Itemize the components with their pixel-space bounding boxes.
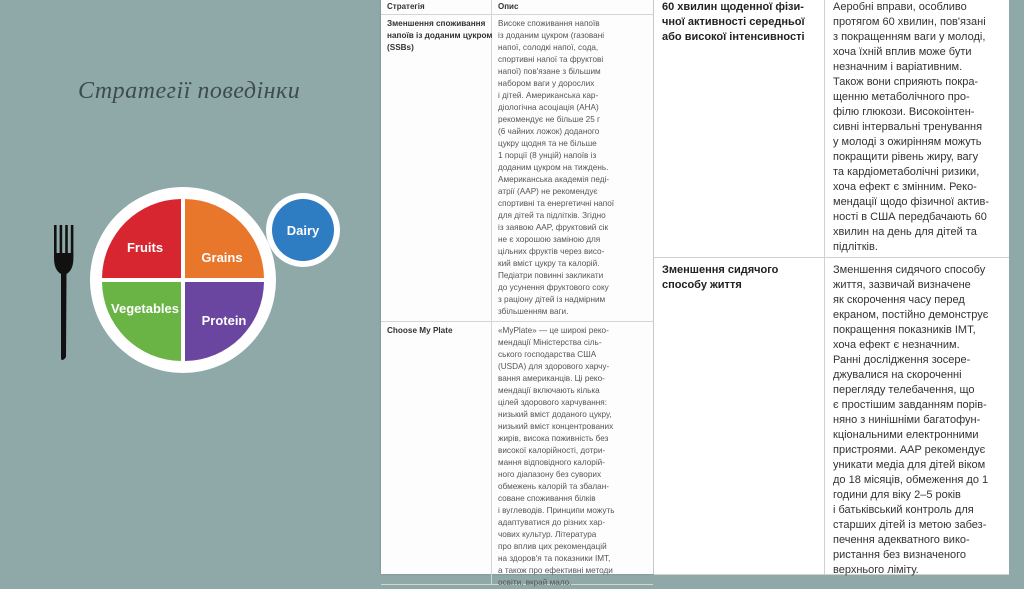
text-line: напоїв із доданим цукром bbox=[387, 31, 493, 40]
text-line: Зменшення сидячого bbox=[662, 264, 779, 276]
text-line: життя, зазвичай визначене bbox=[833, 279, 971, 291]
text-line: уникати медіа для дітей віком bbox=[833, 459, 986, 471]
text-line: кий вміст цукру та калорій. bbox=[498, 259, 600, 268]
text-line: обмежень калорій та збалан- bbox=[498, 482, 609, 491]
text-line: покращити рівень жиру, вагу bbox=[833, 151, 979, 163]
text-line: з раціону дітей із надмірним bbox=[498, 295, 606, 304]
header-strategy: Стратегія bbox=[381, 0, 492, 14]
text-line: і вуглеводів. Принципи можуть bbox=[498, 506, 615, 515]
description-cell bbox=[825, 0, 1009, 257]
table-row bbox=[654, 0, 1009, 258]
text-line: верхнього ліміту. bbox=[833, 564, 919, 576]
text-line: з покращенням ваги у молоді, bbox=[833, 31, 986, 43]
text-line: цільних фруктів через висо- bbox=[498, 247, 605, 256]
text-line: із доданим цукром (газовані bbox=[498, 31, 605, 40]
slide-title: Стратегії поведінки bbox=[78, 78, 301, 104]
text-line: печення адекватного вико- bbox=[833, 534, 970, 546]
text-line: старших дітей із метою забез- bbox=[833, 519, 987, 531]
text-line: діологічна асоціація (AHA) bbox=[498, 103, 599, 112]
text-line: джувалися на скороченні bbox=[833, 369, 962, 381]
text-line: соване споживання білків bbox=[498, 494, 596, 503]
text-line: високої калорійності, дотри- bbox=[498, 446, 606, 455]
text-line: (SSBs) bbox=[387, 43, 414, 52]
text-line: із заявою AAP, фруктовий сік bbox=[498, 223, 609, 232]
text-line: і дітей. Американська кар- bbox=[498, 91, 599, 100]
text-line: ристання без визначеного bbox=[833, 549, 967, 561]
strategy-cell bbox=[381, 15, 492, 321]
text-line: щенню метаболічного про- bbox=[833, 91, 970, 103]
fruits-label: Fruits bbox=[126, 240, 164, 255]
text-line: кціональними електронними bbox=[833, 429, 979, 441]
text-line: хоча їхній вплив може бути bbox=[833, 46, 972, 58]
text-line: години для віку 2–5 років bbox=[833, 489, 961, 501]
text-line: покращення показників ІМТ, bbox=[833, 324, 976, 336]
text-line: у молоді з ожирінням можуть bbox=[833, 136, 982, 148]
table-row bbox=[381, 322, 653, 585]
text-line: цілей здорового харчування: bbox=[498, 398, 607, 407]
grains-segment bbox=[185, 199, 264, 278]
text-line: низький вміст доданого цукру, bbox=[498, 410, 612, 419]
text-line: мендації щодо фізичної актив- bbox=[833, 196, 990, 208]
strategy-cell bbox=[654, 0, 825, 257]
text-line: набором ваги у дорослих bbox=[498, 79, 595, 88]
text-line: 1 порції (8 унцій) напоїв із bbox=[498, 151, 597, 160]
table-row bbox=[381, 15, 653, 322]
text-line: мендації Міністерства сіль- bbox=[498, 338, 602, 347]
text-line: напої) пов'язане з більшим bbox=[498, 67, 601, 76]
text-line: цукру щодня та не більше bbox=[498, 139, 597, 148]
vegetables-segment bbox=[102, 282, 181, 361]
text-line: низький вміст концентрованих bbox=[498, 422, 614, 431]
text-line: (6 чайних ложок) доданого bbox=[498, 127, 600, 136]
text-line: до усунення фруктового соку bbox=[498, 283, 609, 292]
text-line: збільшенням ваги. bbox=[498, 307, 569, 316]
text-line: екраном, постійно демонструє bbox=[833, 309, 989, 321]
text-line: вання американців. Ці реко- bbox=[498, 374, 605, 383]
description-cell bbox=[492, 322, 653, 587]
text-line: напої, солодкі напої, сода, bbox=[498, 43, 599, 52]
description-cell bbox=[825, 258, 1009, 574]
text-line: для дітей та підлітків. Згідно bbox=[498, 211, 606, 220]
text-line: пристроями. AAP рекомендує bbox=[833, 444, 986, 456]
text-line: жирів, висока поживність без bbox=[498, 434, 609, 443]
text-line: не є хорошою заміною для bbox=[498, 235, 601, 244]
text-line: ності в США передбачають 60 bbox=[833, 211, 987, 223]
text-line: сивні інтервальні тренування bbox=[833, 121, 983, 133]
text-line: Зменшення споживання bbox=[387, 19, 486, 28]
plate-icon bbox=[88, 185, 278, 375]
text-line: 60 хвилин щоденної фізи- bbox=[662, 1, 804, 13]
text-line: Педіатри повинні закликати bbox=[498, 271, 604, 280]
text-line: мання відповідного калорій- bbox=[498, 458, 605, 467]
text-line: мендації включають кілька bbox=[498, 386, 600, 395]
text-line: і батьківський контроль для bbox=[833, 504, 974, 516]
text-line: та кардіометаболічні ризики, bbox=[833, 166, 980, 178]
fork-icon bbox=[54, 225, 74, 360]
strategy-table-page-1 bbox=[381, 0, 653, 587]
dairy-label: Dairy bbox=[286, 223, 320, 238]
myplate-graphic bbox=[40, 185, 350, 385]
text-line: няно з нинішніми багатофун- bbox=[833, 414, 981, 426]
text-line: а також про ефективні методи bbox=[498, 566, 613, 575]
text-line: є простішим завданням порів- bbox=[833, 399, 987, 411]
text-line: Ранні дослідження зосере- bbox=[833, 354, 971, 366]
text-line: протягом 60 хвилин, пов'язані bbox=[833, 16, 986, 28]
text-line: способу життя bbox=[662, 279, 742, 291]
description-cell bbox=[492, 15, 653, 321]
text-line: ського господарства США bbox=[498, 350, 597, 359]
vegetables-label: Vegetables bbox=[111, 301, 179, 316]
strategy-cell bbox=[381, 322, 492, 584]
text-line: адаптуватися до різних хар- bbox=[498, 518, 606, 527]
text-line: доданим цукром на тиждень. bbox=[498, 163, 609, 172]
text-line: незначним і варіативним. bbox=[833, 61, 963, 73]
text-line: ного діапазону без суворих bbox=[498, 470, 602, 479]
text-line: Американська академія педі- bbox=[498, 175, 610, 184]
text-line: рекомендує не більше 25 г bbox=[498, 115, 601, 124]
text-line: до 18 місяців, обмеження до 1 bbox=[833, 474, 989, 486]
text-line: хвилин на день для дітей та bbox=[833, 226, 977, 238]
text-line: про вплив цих рекомендацій bbox=[498, 542, 607, 551]
protein-label: Protein bbox=[201, 313, 247, 328]
table-header bbox=[381, 0, 653, 15]
header-description: Опис bbox=[498, 2, 519, 11]
text-line: перегляду телебачення, що bbox=[833, 384, 975, 396]
text-line: Високе споживання напоїв bbox=[498, 19, 600, 28]
text-line: чових культур. Література bbox=[498, 530, 597, 539]
text-line: (USDA) для здорового харчу- bbox=[498, 362, 610, 371]
text-line: «MyPlate» — це широкі реко- bbox=[498, 326, 609, 335]
grains-label: Grains bbox=[201, 250, 243, 265]
strategy-table-page-2 bbox=[653, 0, 1009, 574]
text-line: спортивні напої та фруктові bbox=[498, 55, 604, 64]
text-line: спортивні та енергетичні напої bbox=[498, 199, 615, 208]
text-line: освіти, вкрай мало. bbox=[498, 578, 572, 587]
dairy-icon bbox=[265, 192, 341, 268]
text-line: на здоров'я та показники ІМТ, bbox=[498, 554, 611, 563]
text-line: атрії (AAP) не рекомендує bbox=[498, 187, 598, 196]
text-line: як скорочення часу перед bbox=[833, 294, 965, 306]
text-line: хоча ефект є змінним. Реко- bbox=[833, 181, 977, 193]
table-row bbox=[654, 258, 1009, 575]
text-line: філю глюкози. Високоінтен- bbox=[833, 106, 975, 118]
text-line: Зменшення сидячого способу bbox=[833, 264, 986, 276]
text-line: або високої інтенсивності bbox=[662, 31, 805, 43]
fruits-segment bbox=[102, 199, 181, 278]
text-line: чної активності середньої bbox=[662, 16, 805, 28]
text-line: Аеробні вправи, особливо bbox=[833, 1, 967, 13]
text-line: Choose My Plate bbox=[387, 326, 453, 335]
text-line: Також вони сприяють покра- bbox=[833, 76, 979, 88]
text-line: хоча ефект є незначним. bbox=[833, 339, 960, 351]
text-line: підлітків. bbox=[833, 241, 878, 253]
strategy-cell bbox=[654, 258, 825, 574]
